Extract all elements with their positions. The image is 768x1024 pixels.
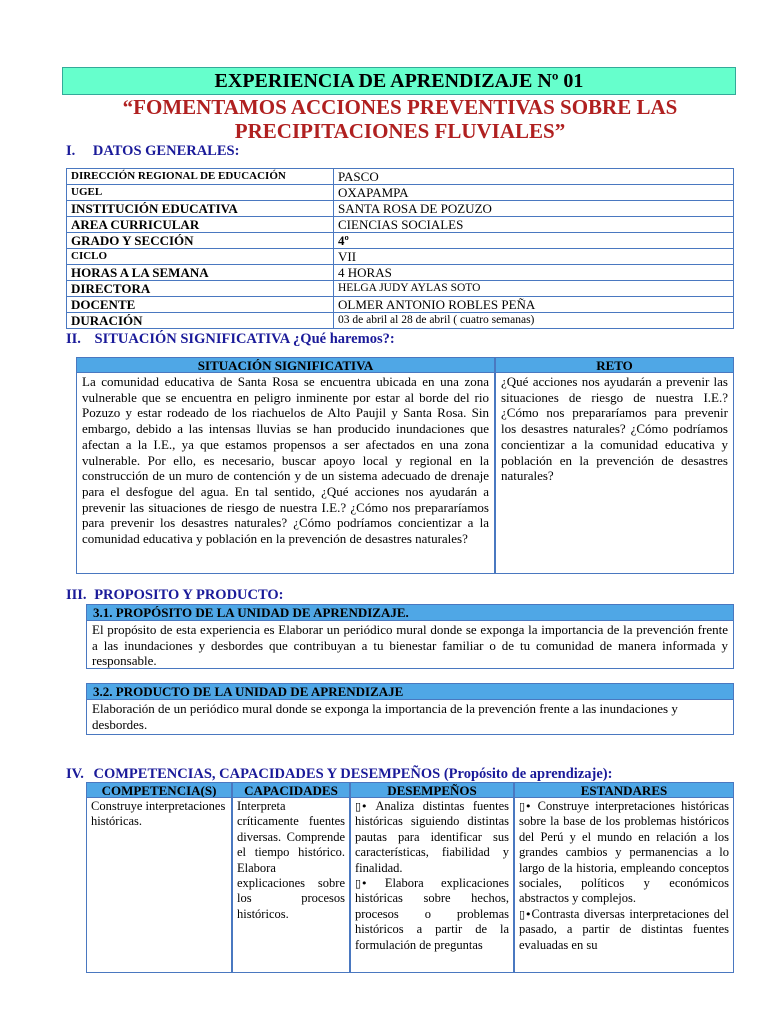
- section-1-heading: [66, 143, 239, 160]
- purpose-heading: 3.1. PROPÓSITO DE LA UNIDAD DE APRENDIZAJE.: [86, 604, 734, 621]
- estandar-item: ▯•Contrasta diversas interpretaciones del pasado, a partir de distintas fuentes evaluadas en su: [519, 906, 729, 952]
- general-data-row: [67, 249, 734, 265]
- general-data-value: 4º: [334, 233, 734, 249]
- desempeno-item: ▯• Analiza distintas fuentes históricas siguiendo distintas pautas para identificar sus características, fiabilidad y finalidad.: [355, 799, 509, 875]
- header-desempenos: DESEMPEÑOS: [350, 782, 514, 798]
- general-data-label: DOCENTE: [67, 297, 334, 313]
- section-3-title: PROPOSITO Y PRODUCTO:: [94, 587, 284, 603]
- general-data-value: CIENCIAS SOCIALES: [334, 217, 734, 233]
- desempenos-cell: [350, 797, 514, 973]
- challenge-text: ¿Qué acciones nos ayudarán a prevenir las situaciones de riesgo de nuestra I.E.? ¿Cómo nos prepararíamos para prevenir los desastres naturales? ¿Cómo podríamos concientizar a la comunidad educativa y población en la prevención de desastres naturales?: [495, 372, 734, 574]
- section-2-title: SITUACIÓN SIGNIFICATIVA ¿Qué haremos?:: [94, 331, 395, 347]
- product-heading: 3.2. PRODUCTO DE LA UNIDAD DE APRENDIZAJE: [86, 683, 734, 700]
- general-data-label: DURACIÓN: [67, 313, 334, 329]
- general-data-row: [67, 281, 734, 297]
- section-4-title: COMPETENCIAS, CAPACIDADES Y DESEMPEÑOS: [93, 766, 441, 782]
- general-data-label: DIRECTORA: [67, 281, 334, 297]
- section-4-heading: [66, 766, 612, 783]
- section-4-suffix: (Propósito de aprendizaje):: [443, 766, 613, 782]
- general-data-value: PASCO: [334, 169, 734, 185]
- header-competencia: COMPETENCIA(S): [86, 782, 232, 798]
- general-data-label: DIRECCIÓN REGIONAL DE EDUCACIÓN: [67, 169, 334, 185]
- bullet-icon: ▯•: [355, 877, 368, 891]
- general-data-row: [67, 265, 734, 281]
- situation-text: La comunidad educativa de Santa Rosa se encuentra ubicada en una zona vulnerable que se encuentra en peligro inminente por estar al borde del rio Pozuzo y estar rodeado de los riachuelos de Alto Paujil y Santa Rosa. Sin embargo, debido a las intensas lluvias se han producido inundaciones que afectan a la I.E., ya que estamos propensos a ser afectados en una zona vulnerable. Por ello, es necesario, buscar apoyo local y regional en la construcción de un muro de contención y de un sistema adecuado de drenaje para el desfogue del agua. En tal sentido, ¿Qué acciones nos ayudarán a prevenir las situaciones de riesgo de nuestra I.E.? ¿Cómo nos prepararíamos para prevenir los desastres naturales? ¿Cómo podríamos concientizar a la comunidad educativa y población en la prevención de desastres naturales?: [76, 372, 495, 574]
- challenge-header: RETO: [495, 357, 734, 373]
- document-subtitle: [60, 95, 740, 143]
- bullet-icon: ▯•: [355, 800, 368, 813]
- section-2-number: II.: [66, 331, 81, 347]
- header-estandares: ESTANDARES: [514, 782, 734, 798]
- section-1-title: DATOS GENERALES:: [92, 143, 240, 159]
- general-data-label: AREA CURRICULAR: [67, 217, 334, 233]
- purpose-text: El propósito de esta experiencia es Elaborar un periódico mural donde se exponga la importancia de la prevención frente a las inundaciones y desbordes que contribuyan a tu bienestar familiar o de tu comunidad de manera informada y responsable.: [86, 620, 734, 669]
- estandar-item: ▯• Construye interpretaciones históricas sobre la base de los problemas históricos del Perú y el mundo en relación a los grandes cambios y permanencias a lo largo de la historia, empleando conceptos sociales, políticos y económicos abstractos y complejos.: [519, 799, 729, 906]
- general-data-label: INSTITUCIÓN EDUCATIVA: [67, 201, 334, 217]
- general-data-value: SANTA ROSA DE POZUZO: [334, 201, 734, 217]
- section-2-heading: [66, 331, 395, 348]
- general-data-value: OLMER ANTONIO ROBLES PEÑA: [334, 297, 734, 313]
- general-data-row: [67, 313, 734, 329]
- section-3-number: III.: [66, 587, 87, 603]
- general-data-value: HELGA JUDY AYLAS SOTO: [334, 281, 734, 297]
- general-data-label: UGEL: [67, 185, 334, 201]
- general-data-row: [67, 233, 734, 249]
- section-3-heading: [66, 587, 284, 604]
- general-data-label: GRADO Y SECCIÓN: [67, 233, 334, 249]
- competencia-cell: Construye interpretaciones históricas.: [86, 797, 232, 973]
- general-data-row: [67, 201, 734, 217]
- general-data-row: [67, 185, 734, 201]
- subtitle-line-2: PRECIPITACIONES FLUVIALES”: [234, 119, 566, 143]
- section-4-number: IV.: [66, 766, 84, 782]
- bullet-icon: ▯•: [519, 800, 532, 813]
- estandares-cell: [514, 797, 734, 973]
- general-data-table: [66, 168, 734, 329]
- section-1-number: I.: [66, 143, 76, 159]
- general-data-row: [67, 217, 734, 233]
- capacidades-cell: Interpreta críticamente fuentes diversas. Comprende el tiempo histórico. Elabora explicaciones sobre los procesos históricos.: [232, 797, 350, 973]
- product-text: Elaboración de un periódico mural donde se exponga la importancia de la prevención frente a las inundaciones y desbordes.: [86, 699, 734, 735]
- situation-header: SITUACIÓN SIGNIFICATIVA: [76, 357, 495, 373]
- general-data-value: 4 HORAS: [334, 265, 734, 281]
- general-data-value: VII: [334, 249, 734, 265]
- document-title: EXPERIENCIA DE APRENDIZAJE Nº 01: [62, 67, 736, 95]
- general-data-value: 03 de abril al 28 de abril ( cuatro semanas): [334, 313, 734, 329]
- bullet-icon: ▯•: [519, 907, 532, 921]
- general-data-row: [67, 169, 734, 185]
- desempeno-item: ▯• Elabora explicaciones históricas sobre hechos, procesos o problemas históricos a partir de la formulación de preguntas: [355, 876, 509, 952]
- general-data-label: CICLO: [67, 249, 334, 265]
- general-data-label: HORAS A LA SEMANA: [67, 265, 334, 281]
- general-data-row: [67, 297, 734, 313]
- subtitle-line-1: “FOMENTAMOS ACCIONES PREVENTIVAS SOBRE LAS: [122, 95, 678, 119]
- general-data-value: OXAPAMPA: [334, 185, 734, 201]
- header-capacidades: CAPACIDADES: [232, 782, 350, 798]
